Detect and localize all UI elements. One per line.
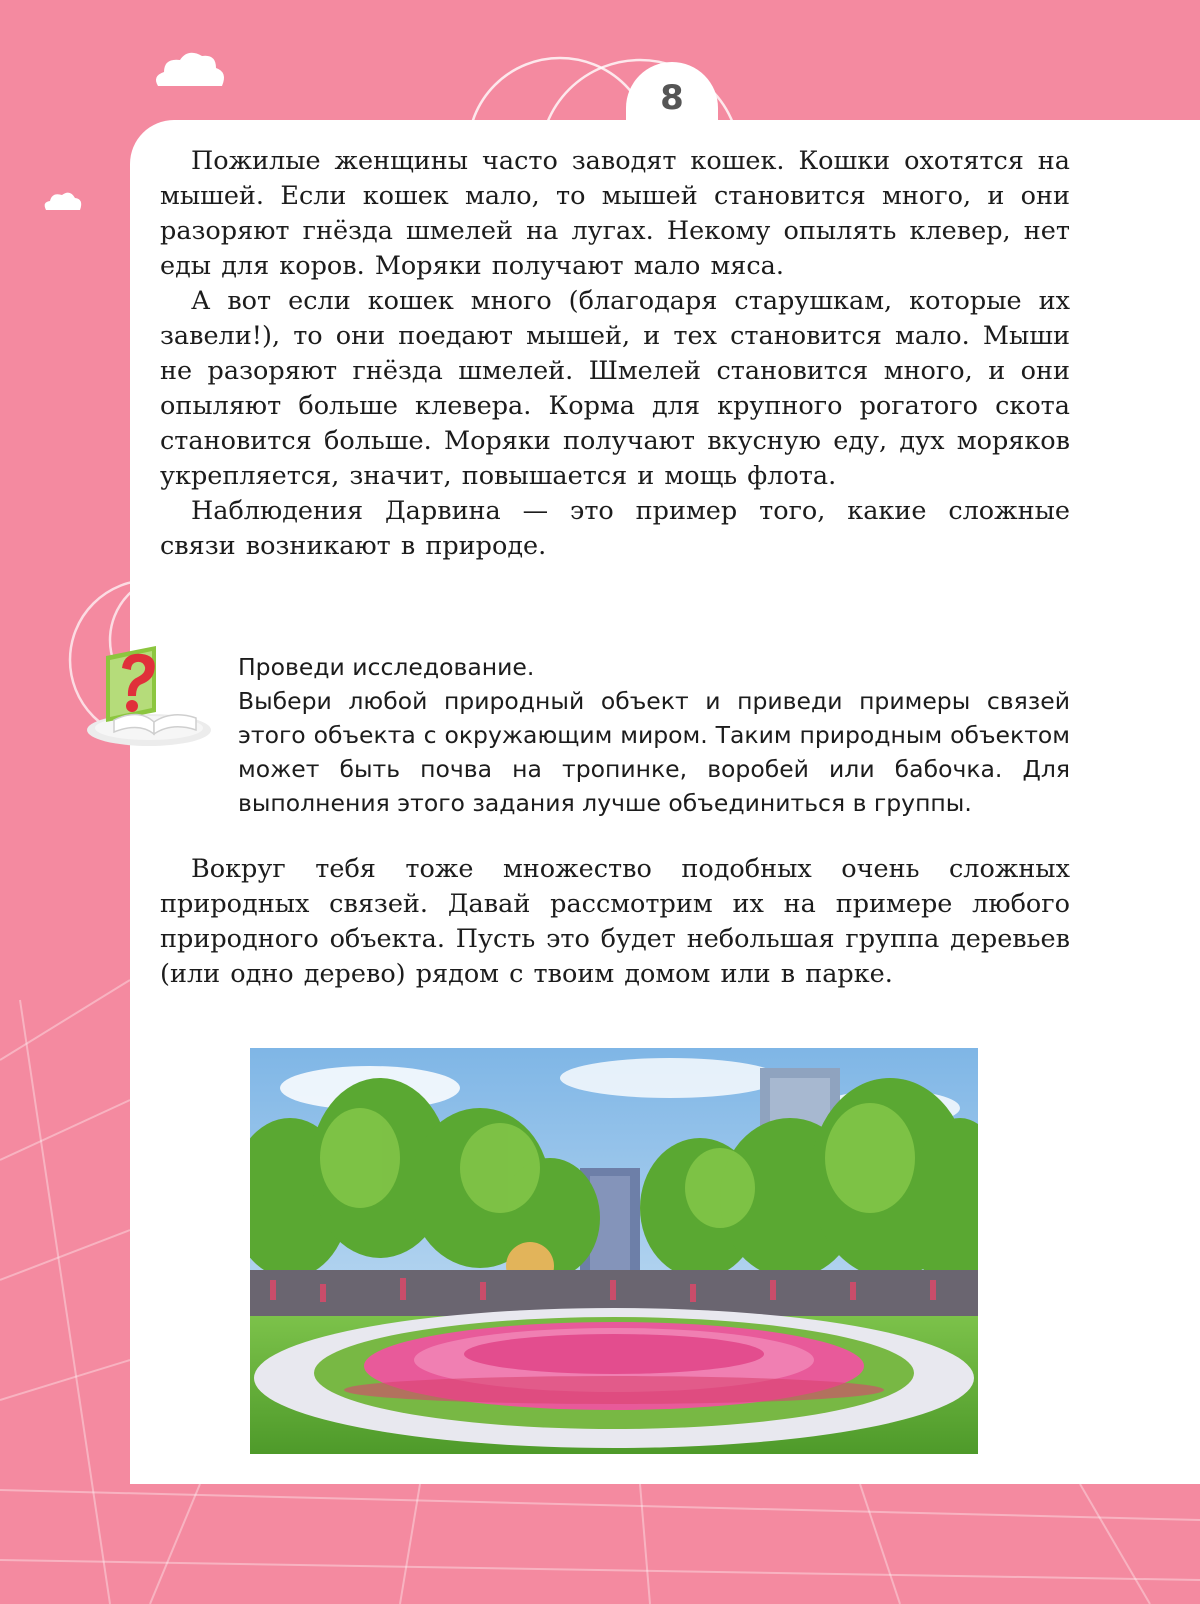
closing-text bbox=[160, 852, 1070, 992]
cloud-decoration bbox=[150, 46, 230, 92]
paragraph: Пожилые женщины часто заводят кошек. Кошки охотятся на мышей. Если кошек мало, то мышей становится много, и они разоряют гнёзда шмелей на лугах. Некому опылять клевер, нет еды для коров. Моряки получают мало мяса. bbox=[160, 146, 1070, 281]
research-task bbox=[238, 650, 1070, 820]
page-number: 8 bbox=[626, 62, 718, 134]
park-photo bbox=[250, 1048, 978, 1454]
paragraph: А вот если кошек много (благодаря старушкам, которые их завели!), то они поедают мышей, и тех становится мало. Мыши не разоряют гнёзда шмелей. Шмелей становится много, и они опыляют больше клевера. Корма для крупного рогатого скота становится больше. Моряки получают вкусную еду, дух моряков укрепляется, значит, повышается и мощь флота. bbox=[160, 286, 1070, 491]
cloud-decoration bbox=[42, 188, 84, 214]
paragraph: Наблюдения Дарвина — это пример того, какие сложные связи возникают в природе. bbox=[160, 496, 1070, 561]
book-question-icon bbox=[84, 638, 214, 750]
task-title: Проведи исследование. bbox=[238, 653, 535, 681]
main-text bbox=[160, 144, 1070, 564]
task-text: Выбери любой природный объект и приведи примеры связей этого объекта с окружающим миром. Таким природным объектом может быть почва на тропинке, воробей или бабочка. Для выполнения этого задания лучше объединиться в группы. bbox=[238, 687, 1070, 817]
paragraph: Вокруг тебя тоже множество подобных очень сложных природных связей. Давай рассмотрим их на примере любого природного объекта. Пусть это будет небольшая группа деревьев (или одно дерево) рядом с твоим домом или в парке. bbox=[160, 854, 1070, 989]
